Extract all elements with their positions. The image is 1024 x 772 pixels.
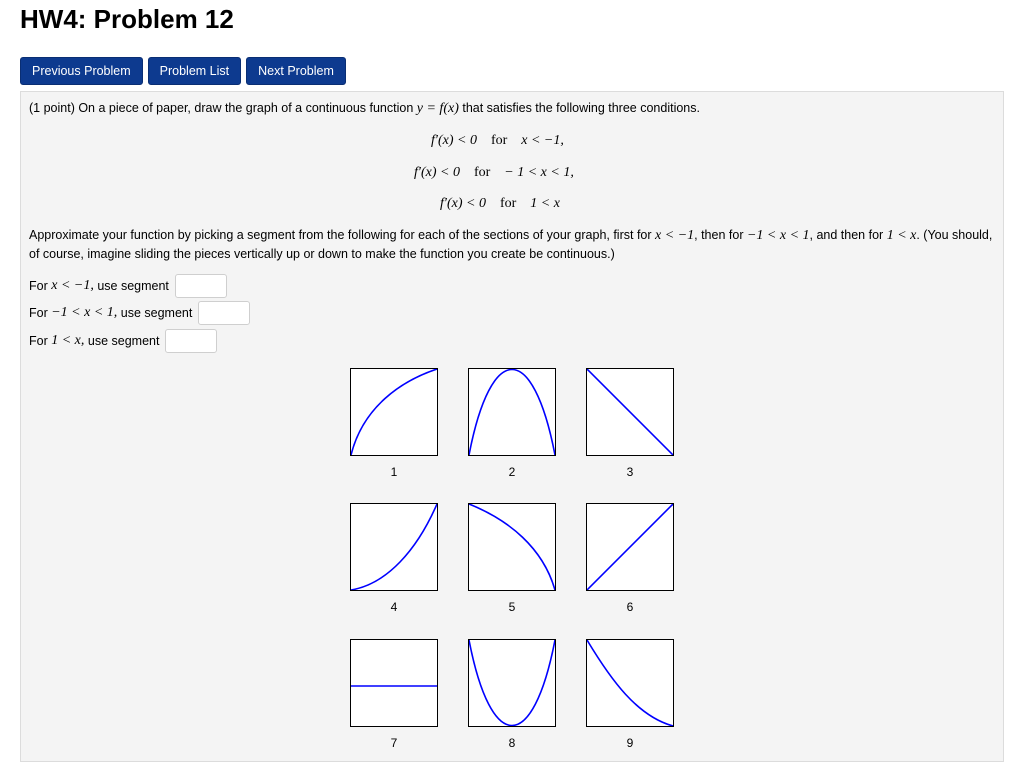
segment-label-2: 2 <box>508 465 516 479</box>
segment-graph-5 <box>468 503 556 591</box>
condition-3: f′(x) < 0 for 1 < x <box>440 196 560 211</box>
concave-up-rising-curve <box>351 504 437 590</box>
concave-up-increasing-curve <box>351 369 437 455</box>
segment-answer-input-2[interactable] <box>198 301 250 325</box>
segment-label-9: 9 <box>626 736 634 750</box>
segment-label-3: 3 <box>626 465 634 479</box>
decreasing-line <box>587 369 673 455</box>
approximation-instructions: Approximate your function by picking a segment from the following for each of the sections of your graph, first for x < −1, then for −1 < x < 1, and then for 1 < x. (You should, of course, imagine sliding the pieces vertically up or down to make the function you create be continuous.) <box>29 228 993 261</box>
answer-row-1: For x < −1, use segment <box>29 274 227 298</box>
segment-graph-2 <box>468 368 556 456</box>
segment-label-4: 4 <box>390 600 398 614</box>
page-title: HW4: Problem 12 <box>20 4 234 34</box>
previous-problem-button[interactable]: Previous Problem <box>20 57 143 85</box>
problem-list-button[interactable]: Problem List <box>148 57 241 85</box>
answer-row-2: For −1 < x < 1, use segment <box>29 301 250 325</box>
segment-answer-input-1[interactable] <box>175 274 227 298</box>
segment-label-6: 6 <box>626 600 634 614</box>
segment-label-7: 7 <box>390 736 398 750</box>
arch-curve <box>469 370 555 456</box>
segment-graph-8 <box>468 639 556 727</box>
segment-label-8: 8 <box>508 736 516 750</box>
condition-2: f′(x) < 0 for − 1 < x < 1, <box>414 165 574 180</box>
segment-graph-1 <box>350 368 438 456</box>
segment-graph-9 <box>586 639 674 727</box>
valley-curve <box>469 640 555 726</box>
concave-down-falling-curve <box>469 504 555 590</box>
segment-graph-4 <box>350 503 438 591</box>
segment-graph-3 <box>586 368 674 456</box>
problem-navigation <box>20 57 346 85</box>
concave-up-decreasing-curve <box>587 640 673 726</box>
intro-function: y = f(x) <box>416 101 459 116</box>
intro-text: (1 point) On a piece of paper, draw the graph of a continuous function <box>29 101 414 115</box>
increasing-line <box>587 504 673 590</box>
problem-intro <box>29 101 700 117</box>
segment-answer-input-3[interactable] <box>165 329 217 353</box>
condition-1: f′(x) < 0 for x < −1, <box>431 133 564 148</box>
segment-graph-7 <box>350 639 438 727</box>
answer-row-3: For 1 < x, use segment <box>29 329 217 353</box>
problem-panel <box>20 91 1004 762</box>
intro-text-end: that satisfies the following three conditions. <box>462 101 700 115</box>
segment-label-5: 5 <box>508 600 516 614</box>
segment-label-1: 1 <box>390 465 398 479</box>
segment-graph-6 <box>586 503 674 591</box>
next-problem-button[interactable]: Next Problem <box>246 57 346 85</box>
